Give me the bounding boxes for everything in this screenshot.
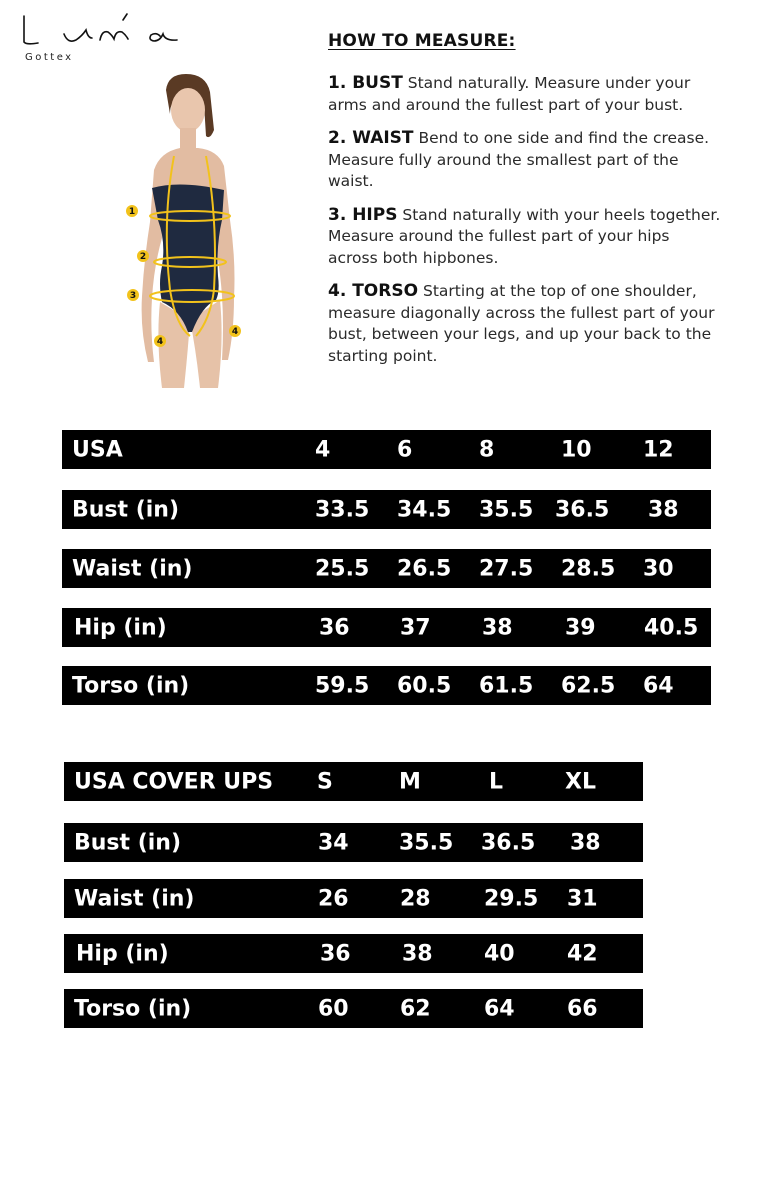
model-figure — [110, 70, 270, 390]
coverup-hip-row: Hip (in) 36 38 40 42 — [64, 934, 643, 973]
swim-header-row — [62, 430, 711, 469]
coverup-bust-row: Bust (in) 34 35.5 36.5 38 — [64, 823, 643, 862]
svg-text:2: 2 — [139, 252, 147, 262]
coverup-size-xl: XL — [565, 769, 596, 794]
brand-subtitle: Gottex — [25, 52, 74, 63]
swim-hip-row: Hip (in) 36 37 38 39 40.5 — [62, 608, 711, 647]
body-measure-illustration — [110, 70, 270, 390]
marker-bust-icon — [126, 205, 138, 217]
coverup-header-label: USA COVER UPS — [74, 769, 274, 794]
marker-waist-icon — [137, 250, 149, 262]
coverup-waist-row: Waist (in) 26 28 29.5 31 — [64, 879, 643, 918]
coverup-size-l: L — [489, 769, 504, 794]
step-hips: 3. HIPS Stand naturally with your heels together. Measure around the fullest part of your hips across both hipbones. — [328, 204, 721, 267]
swim-size-4: 4 — [315, 437, 331, 462]
swim-waist-row: Waist (in) 25.5 26.5 27.5 28.5 30 — [62, 549, 711, 588]
step-bust: 1. BUST Stand naturally. Measure under your arms and around the fullest part of your bust. — [328, 73, 691, 114]
svg-text:3: 3 — [129, 291, 137, 301]
coverup-size-m: M — [399, 769, 421, 794]
svg-text:4: 4 — [231, 327, 239, 337]
swim-size-12: 12 — [643, 437, 674, 462]
swim-size-6: 6 — [397, 437, 413, 462]
measure-steps — [328, 73, 723, 379]
swim-header-label: USA — [72, 437, 123, 462]
coverup-header-row — [64, 762, 643, 801]
swim-size-8: 8 — [479, 437, 495, 462]
swim-size-10: 10 — [561, 437, 592, 462]
coverup-size-s: S — [317, 769, 333, 794]
brand-logo — [20, 8, 190, 68]
step-torso: 4. TORSO Starting at the top of one shoulder, measure diagonally across the fullest part of your bust, between your legs, and up your back to the starting point. — [328, 281, 715, 365]
swim-torso-row: Torso (in) 59.5 60.5 61.5 62.5 64 — [62, 666, 711, 705]
swim-bust-row: Bust (in) 33.5 34.5 35.5 36.5 38 — [62, 490, 711, 529]
luma-wordmark-icon — [20, 8, 190, 52]
howto-title: HOW TO MEASURE: — [328, 31, 516, 51]
coverup-torso-row: Torso (in) 60 62 64 66 — [64, 989, 643, 1028]
svg-text:1: 1 — [128, 207, 136, 217]
svg-text:4: 4 — [156, 337, 164, 347]
marker-torso-back-icon — [229, 325, 241, 337]
marker-torso-front-icon — [154, 335, 166, 347]
marker-hips-icon — [127, 289, 139, 301]
step-waist: 2. WAIST Bend to one side and find the crease. Measure fully around the smallest part of the waist. — [328, 128, 710, 190]
